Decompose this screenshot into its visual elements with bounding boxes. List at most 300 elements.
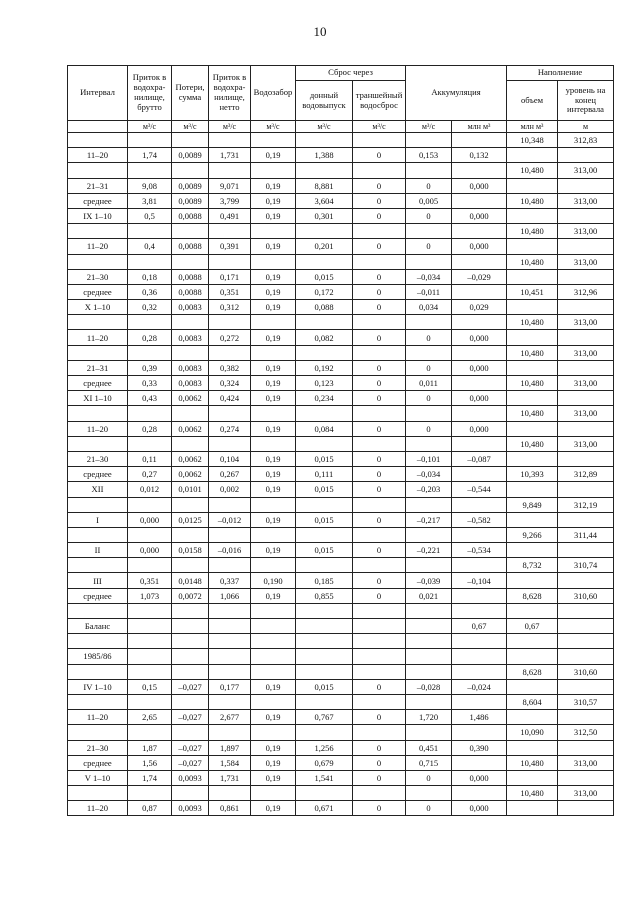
volume-cell [507,543,558,558]
value-cell: –0,011 [406,284,452,299]
value-cell: 0 [406,239,452,254]
volume-cell [507,512,558,527]
value-cell: 0,0089 [172,193,209,208]
value-cell: 0,27 [128,467,172,482]
value-cell [452,649,507,664]
value-cell: 0,015 [296,679,353,694]
value-cell [406,345,452,360]
level-cell [558,649,614,664]
value-cell: 0 [353,376,406,391]
level-cell [558,239,614,254]
value-cell [128,603,172,618]
value-cell [172,315,209,330]
interval-cell: 21–31 [68,178,128,193]
value-cell [406,619,452,634]
table-body [68,133,614,816]
value-cell [452,664,507,679]
value-cell: 1,74 [128,770,172,785]
value-cell: 0,201 [296,239,353,254]
value-cell [406,254,452,269]
value-cell [172,786,209,801]
unit-volume: млн м³ [507,121,558,133]
value-cell: 0,0101 [172,482,209,497]
value-cell [406,436,452,451]
value-cell: 0 [406,801,452,816]
value-cell: 0 [406,421,452,436]
reservoir-balance-table [67,65,614,816]
volume-cell [507,178,558,193]
table-row [68,482,614,497]
value-cell: 0,391 [209,239,251,254]
value-cell [296,649,353,664]
level-cell [558,300,614,315]
level-cell: 313,00 [558,224,614,239]
value-cell: 0,015 [296,482,353,497]
volume-cell: 8,628 [507,664,558,679]
value-cell: 0,5 [128,208,172,223]
volume-cell [507,634,558,649]
value-cell [128,133,172,148]
value-cell: 0,274 [209,421,251,436]
value-cell: 0,301 [296,208,353,223]
interval-cell: IX 1–10 [68,208,128,223]
value-cell [452,634,507,649]
value-cell [296,345,353,360]
value-cell: 0 [353,421,406,436]
value-cell: 0,19 [251,710,296,725]
value-cell: –0,087 [452,451,507,466]
value-cell: 2,677 [209,710,251,725]
level-cell [558,482,614,497]
value-cell: 0,272 [209,330,251,345]
value-cell: 0 [353,467,406,482]
volume-cell: 0,67 [507,619,558,634]
interval-cell: XI 1–10 [68,391,128,406]
volume-cell: 8,604 [507,694,558,709]
value-cell: 0,192 [296,360,353,375]
value-cell [406,694,452,709]
value-cell: 0,190 [251,573,296,588]
value-cell [172,603,209,618]
value-cell: –0,029 [452,269,507,284]
interval-cell: 11–20 [68,330,128,345]
interval-cell [68,634,128,649]
value-cell [251,527,296,542]
level-cell: 312,19 [558,497,614,512]
value-cell: 0,0083 [172,300,209,315]
value-cell [353,133,406,148]
value-cell [452,527,507,542]
value-cell: 0,382 [209,360,251,375]
value-cell: 8,881 [296,178,353,193]
table-row [68,451,614,466]
table-row [68,786,614,801]
level-cell: 313,00 [558,406,614,421]
value-cell: 0,19 [251,330,296,345]
value-cell [452,588,507,603]
value-cell [172,558,209,573]
value-cell [406,133,452,148]
value-cell: 0,0148 [172,573,209,588]
col-losses: Потери, сумма [172,66,209,121]
interval-cell: IV 1–10 [68,679,128,694]
value-cell [353,725,406,740]
value-cell [353,497,406,512]
value-cell [296,694,353,709]
unit-level: м [558,121,614,133]
table-row [68,558,614,573]
value-cell: 0,390 [452,740,507,755]
value-cell [452,284,507,299]
value-cell: 0,15 [128,679,172,694]
level-cell: 313,00 [558,345,614,360]
value-cell: 0,000 [452,178,507,193]
volume-cell [507,451,558,466]
value-cell: 0 [406,330,452,345]
interval-cell: 11–20 [68,421,128,436]
value-cell [296,786,353,801]
value-cell [296,634,353,649]
col-interval: Интервал [68,66,128,121]
interval-cell [68,163,128,178]
value-cell: –0,027 [172,679,209,694]
value-cell [209,406,251,421]
value-cell [353,163,406,178]
col-accumulation: Аккумуляция [406,66,507,121]
value-cell: 0,19 [251,801,296,816]
interval-cell: 21–31 [68,360,128,375]
table-row [68,406,614,421]
value-cell [128,224,172,239]
value-cell: 0 [353,740,406,755]
value-cell: 0 [406,178,452,193]
value-cell [251,224,296,239]
value-cell: 1,87 [128,740,172,755]
value-cell [128,558,172,573]
value-cell [353,619,406,634]
interval-cell [68,558,128,573]
value-cell [353,527,406,542]
value-cell: 0,19 [251,300,296,315]
value-cell [172,224,209,239]
table-row [68,543,614,558]
value-cell: 0,491 [209,208,251,223]
value-cell [452,193,507,208]
volume-cell [507,482,558,497]
value-cell [353,649,406,664]
value-cell [209,436,251,451]
value-cell: 0,0089 [172,148,209,163]
interval-cell [68,254,128,269]
interval-cell: 11–20 [68,239,128,254]
value-cell: 0,19 [251,740,296,755]
value-cell: 0,177 [209,679,251,694]
interval-cell [68,725,128,740]
value-cell [209,315,251,330]
value-cell: 0,000 [128,512,172,527]
col-level: уровень на конец интервала [558,81,614,121]
table-row [68,133,614,148]
level-cell: 310,60 [558,588,614,603]
level-cell: 310,57 [558,694,614,709]
value-cell [353,254,406,269]
value-cell: 0 [406,770,452,785]
value-cell [209,725,251,740]
value-cell [353,558,406,573]
value-cell: 1,486 [452,710,507,725]
value-cell [128,786,172,801]
value-cell [128,725,172,740]
value-cell: 0,324 [209,376,251,391]
value-cell [128,694,172,709]
level-cell: 313,00 [558,376,614,391]
value-cell: 1,388 [296,148,353,163]
level-cell [558,801,614,816]
value-cell [353,345,406,360]
interval-cell: 11–20 [68,801,128,816]
interval-cell: 21–30 [68,269,128,284]
value-cell [353,786,406,801]
value-cell: –0,027 [172,710,209,725]
value-cell: 0,28 [128,421,172,436]
value-cell: 0,715 [406,755,452,770]
value-cell: 0,861 [209,801,251,816]
value-cell: 0,0062 [172,391,209,406]
value-cell: 0,36 [128,284,172,299]
value-cell [452,345,507,360]
volume-cell [507,603,558,618]
value-cell [128,634,172,649]
value-cell: 0 [353,148,406,163]
value-cell [452,436,507,451]
table-row [68,801,614,816]
table-row [68,527,614,542]
interval-cell: 11–20 [68,710,128,725]
value-cell: –0,544 [452,482,507,497]
value-cell [251,619,296,634]
value-cell [452,558,507,573]
unit-water-intake: м³/с [251,121,296,133]
value-cell: 0,351 [128,573,172,588]
volume-cell [507,269,558,284]
volume-cell: 8,628 [507,588,558,603]
table-row [68,649,614,664]
value-cell [209,527,251,542]
value-cell [452,163,507,178]
interval-cell: 1985/86 [68,649,128,664]
value-cell [296,133,353,148]
interval-cell: среднее [68,284,128,299]
table-row [68,679,614,694]
value-cell: 0,005 [406,193,452,208]
value-cell [406,558,452,573]
value-cell [452,315,507,330]
table-row [68,330,614,345]
table-row [68,391,614,406]
value-cell: 0,132 [452,148,507,163]
table-row [68,603,614,618]
table-row [68,710,614,725]
value-cell: 0,19 [251,679,296,694]
volume-cell [507,770,558,785]
value-cell: 0,19 [251,239,296,254]
volume-cell: 10,451 [507,284,558,299]
value-cell: 0,19 [251,467,296,482]
value-cell: 0 [406,208,452,223]
table-row [68,193,614,208]
value-cell: –0,221 [406,543,452,558]
value-cell: 0 [353,300,406,315]
table-row [68,360,614,375]
value-cell [251,694,296,709]
value-cell [296,497,353,512]
unit-accum-rate: м³/с [406,121,452,133]
value-cell: 0 [353,178,406,193]
interval-cell: Баланс [68,619,128,634]
value-cell: 0 [353,330,406,345]
value-cell: 0,19 [251,208,296,223]
level-cell [558,679,614,694]
volume-cell: 9,266 [507,527,558,542]
value-cell: 0,451 [406,740,452,755]
level-cell [558,421,614,436]
value-cell: 0,11 [128,451,172,466]
value-cell: 0,19 [251,391,296,406]
value-cell [353,694,406,709]
value-cell: 0,084 [296,421,353,436]
interval-cell [68,527,128,542]
value-cell [172,725,209,740]
level-cell [558,573,614,588]
value-cell: 1,897 [209,740,251,755]
value-cell [172,345,209,360]
value-cell: –0,016 [209,543,251,558]
value-cell: 1,720 [406,710,452,725]
level-cell: 313,00 [558,315,614,330]
value-cell: 0 [353,360,406,375]
level-cell: 313,00 [558,163,614,178]
value-cell [353,224,406,239]
value-cell: 0,000 [128,543,172,558]
value-cell: 0,234 [296,391,353,406]
value-cell [251,558,296,573]
interval-cell: среднее [68,755,128,770]
value-cell [172,694,209,709]
value-cell: 1,073 [128,588,172,603]
value-cell [452,755,507,770]
value-cell: 0 [353,269,406,284]
value-cell [209,634,251,649]
value-cell: 0,679 [296,755,353,770]
level-cell [558,391,614,406]
value-cell: 0,000 [452,360,507,375]
col-trench-spillway: траншейный водосброс [353,81,406,121]
value-cell: 0,671 [296,801,353,816]
interval-cell [68,664,128,679]
level-cell: 313,00 [558,755,614,770]
unit-losses: м³/с [172,121,209,133]
value-cell: 0 [353,284,406,299]
table-row [68,421,614,436]
value-cell: 0,19 [251,588,296,603]
value-cell: 0,015 [296,451,353,466]
volume-cell: 8,732 [507,558,558,573]
value-cell [172,497,209,512]
table-row [68,755,614,770]
value-cell [128,527,172,542]
value-cell [209,558,251,573]
interval-cell: среднее [68,376,128,391]
level-cell [558,512,614,527]
value-cell: 0,351 [209,284,251,299]
table-row [68,148,614,163]
volume-cell: 10,480 [507,755,558,770]
value-cell: 0,015 [296,512,353,527]
value-cell [128,619,172,634]
value-cell: –0,027 [172,755,209,770]
value-cell: 0,0062 [172,451,209,466]
table-row [68,588,614,603]
interval-cell [68,224,128,239]
value-cell: 0,0062 [172,467,209,482]
value-cell: 3,81 [128,193,172,208]
value-cell: 0,337 [209,573,251,588]
unit-trench-spillway: м³/с [353,121,406,133]
interval-cell: 21–30 [68,451,128,466]
value-cell: 0,0062 [172,421,209,436]
value-cell: 1,584 [209,755,251,770]
value-cell: 0,19 [251,360,296,375]
level-cell: 313,00 [558,786,614,801]
value-cell: 0,123 [296,376,353,391]
value-cell: 1,56 [128,755,172,770]
value-cell [296,436,353,451]
interval-cell [68,497,128,512]
volume-cell [507,573,558,588]
value-cell [209,345,251,360]
table-row [68,497,614,512]
table-row [68,315,614,330]
value-cell: 0,0125 [172,512,209,527]
value-cell: 1,731 [209,770,251,785]
value-cell [406,649,452,664]
level-cell [558,360,614,375]
value-cell: –0,104 [452,573,507,588]
value-cell: 0,034 [406,300,452,315]
interval-cell: 21–30 [68,740,128,755]
value-cell [406,603,452,618]
interval-cell [68,436,128,451]
level-cell [558,770,614,785]
interval-cell [68,786,128,801]
col-bottom-outlet: донный водовыпуск [296,81,353,121]
value-cell [251,664,296,679]
value-cell: 0,111 [296,467,353,482]
interval-cell [68,694,128,709]
value-cell [172,254,209,269]
value-cell [353,603,406,618]
value-cell: 0,43 [128,391,172,406]
value-cell [172,133,209,148]
col-inflow-net: Приток в водохра-нилище, нетто [209,66,251,121]
value-cell [128,163,172,178]
value-cell [251,725,296,740]
interval-cell: среднее [68,588,128,603]
value-cell [296,254,353,269]
interval-cell: X 1–10 [68,300,128,315]
value-cell [353,664,406,679]
value-cell: 0,082 [296,330,353,345]
